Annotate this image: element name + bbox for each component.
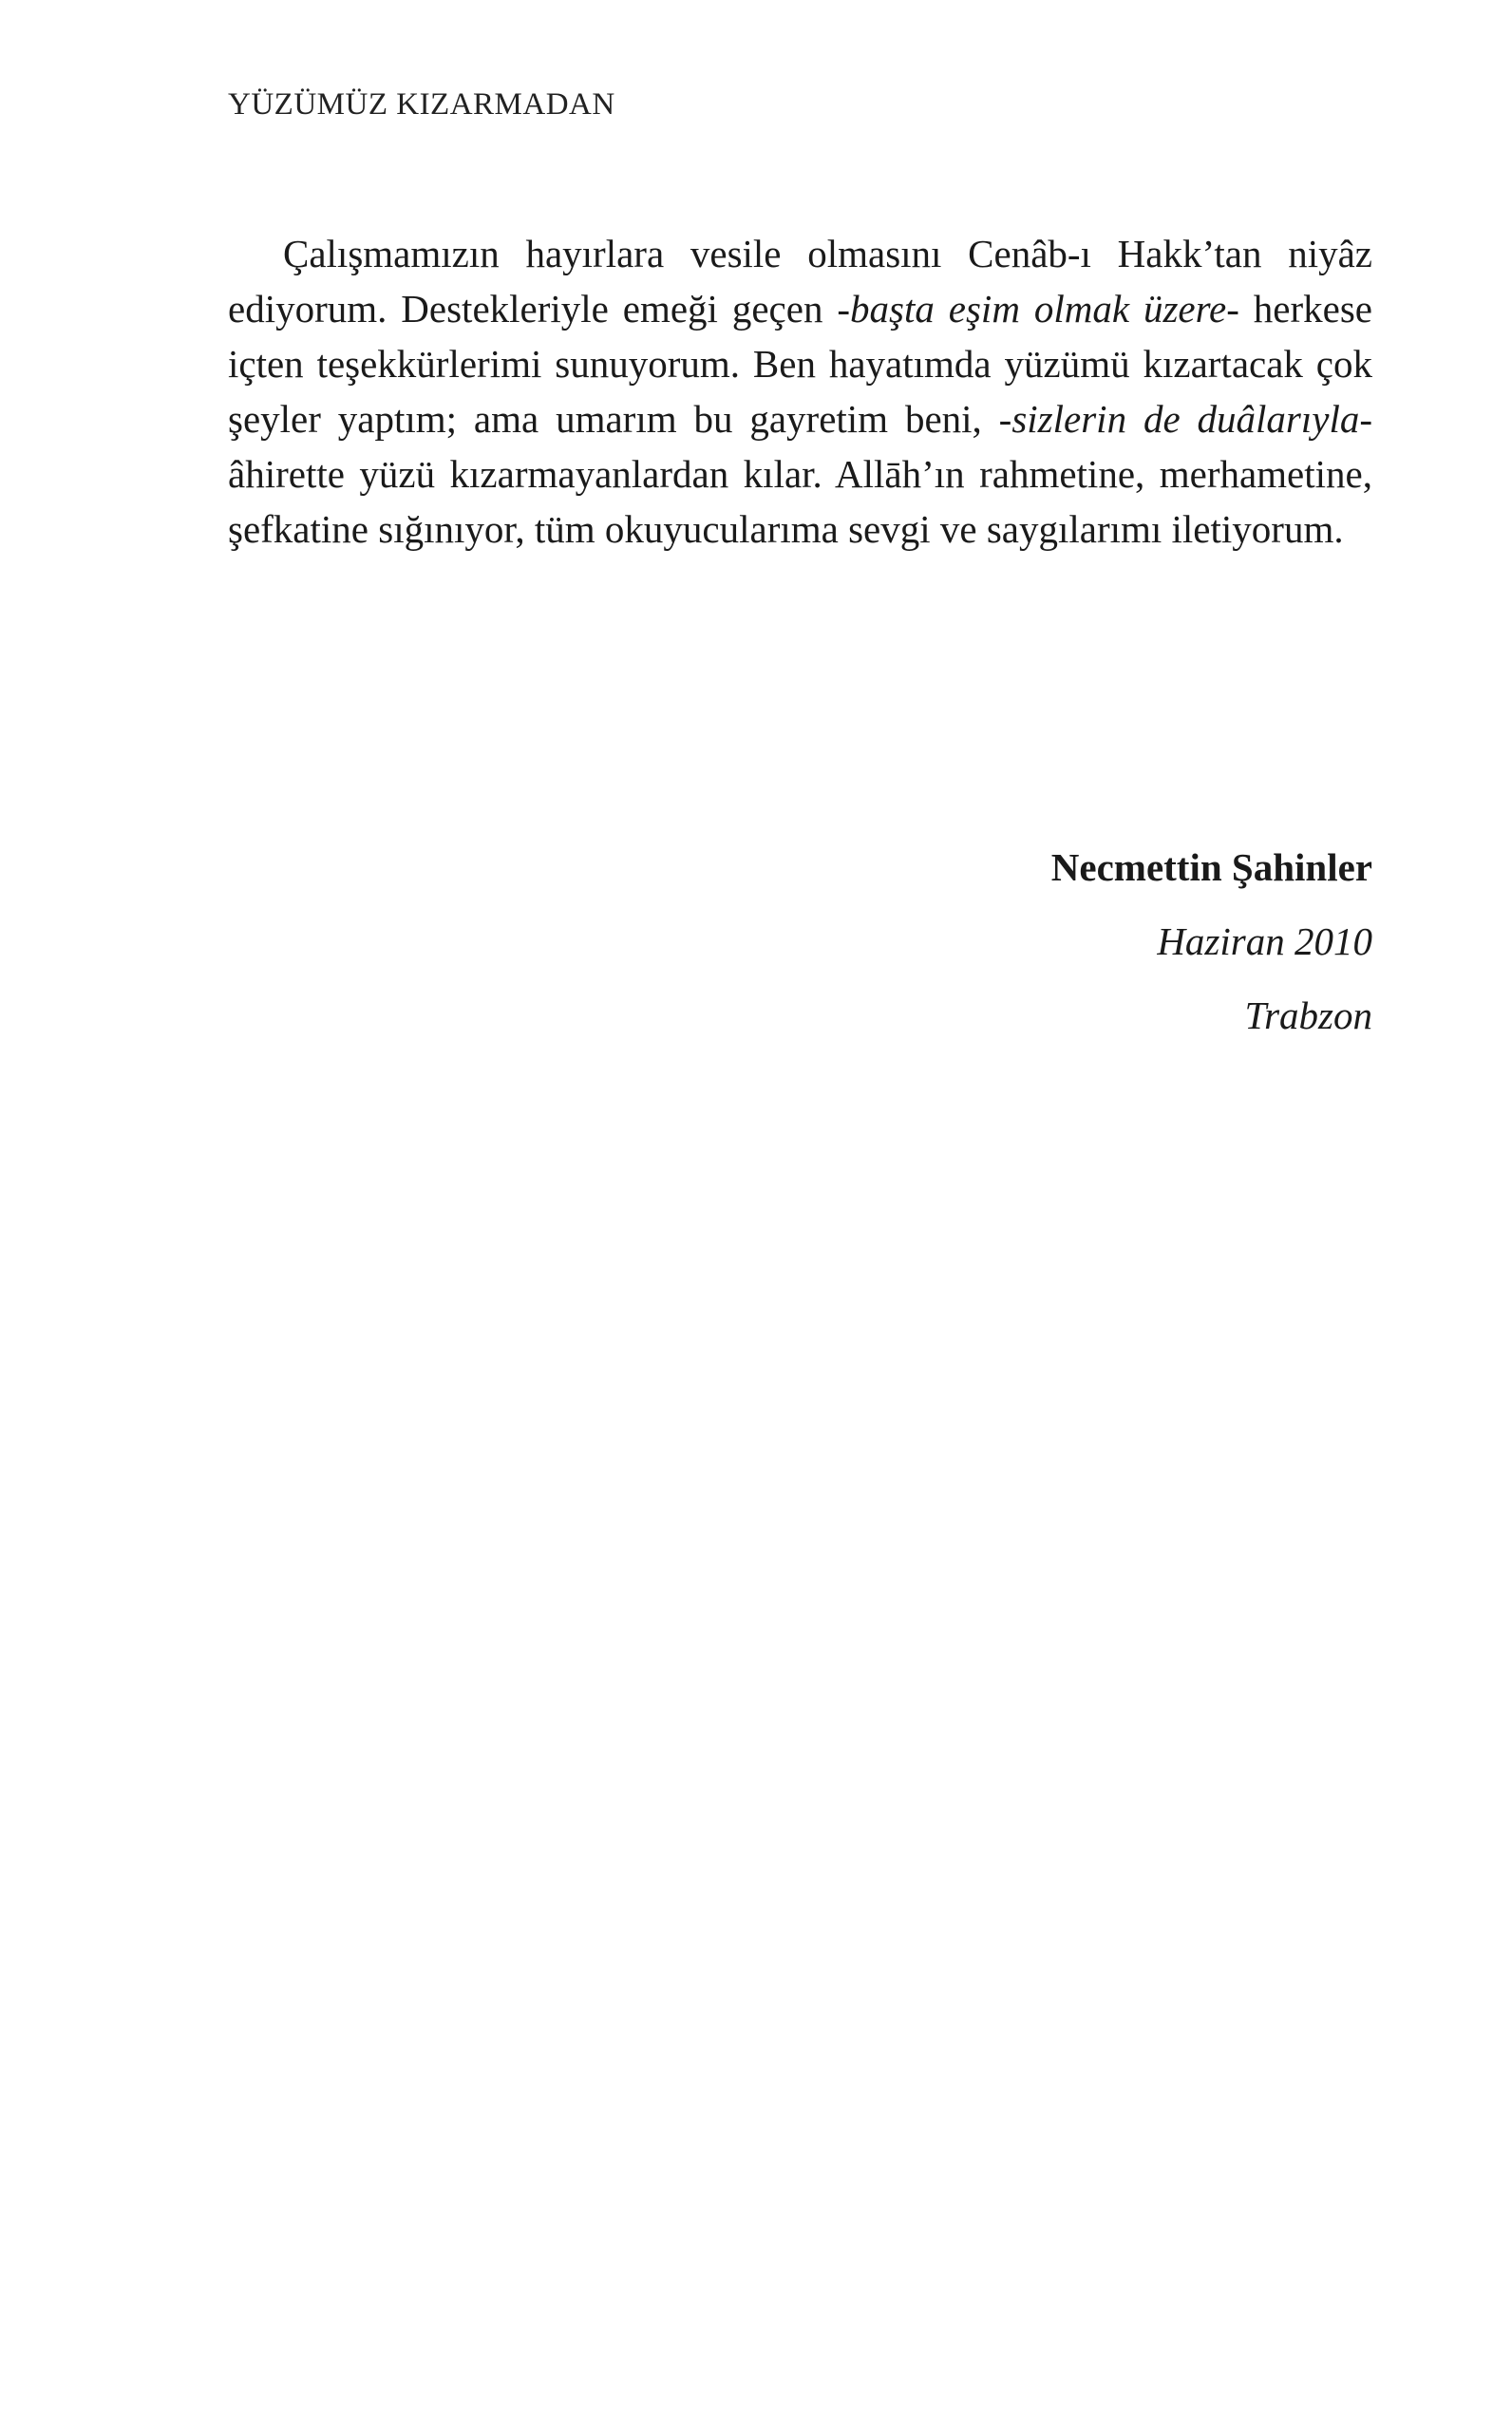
author-name: Necmettin Şahinler (1050, 845, 1372, 889)
body-italic-segment: -sizlerin de duâlarıyla- (998, 397, 1372, 441)
signature-block (1051, 840, 1372, 1043)
body-italic-segment: -başta eşim olmak üzere- (837, 287, 1239, 331)
body-text-segment: Çalışmamızın hayırlara vesile olmasını Cenâb-ı Hakk’tan niyâz ediyorum. Destekleriyle emeği geçen (228, 232, 1372, 331)
signature-date: Haziran 2010 (1157, 919, 1372, 963)
body-text-segment: herkese içten teşekkürlerimi sunuyorum. Ben hayatımda yüzümü kızartacak çok şeyler yaptım; ama umarım bu gayretim beni, (228, 287, 1373, 441)
body-paragraph (228, 226, 1372, 557)
body-text-segment: âhirette yüzü kızarmayanlardan kılar. Allāh’ın rahmetine, merhametine, şefkatine sığınıyor, tüm okuyucularıma sevgi ve saygılarımı iletiyorum. (228, 452, 1372, 551)
running-header: YÜZÜMÜZ KIZARMADAN (228, 87, 615, 122)
signature-place: Trabzon (1244, 993, 1372, 1037)
